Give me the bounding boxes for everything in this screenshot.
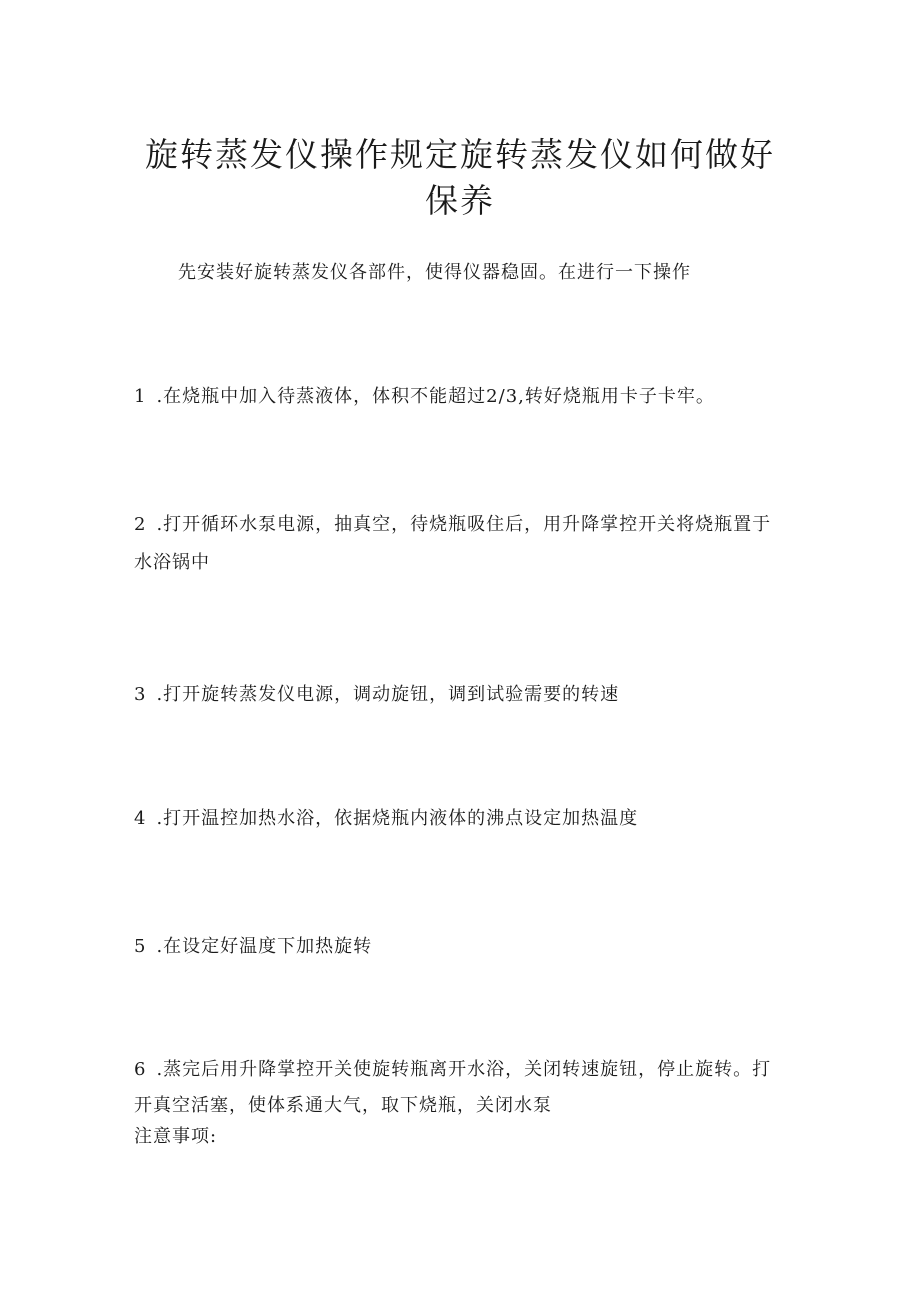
step-item [134, 800, 784, 838]
step-item [134, 378, 784, 416]
step-text: .在设定好温度下加热旋转 [156, 936, 373, 957]
step-item [134, 506, 784, 582]
step-number: 1 [134, 386, 147, 407]
step-number: 4 [134, 808, 147, 829]
step-text: .打开温控加热水浴，依据烧瓶内液体的沸点设定加热温度 [156, 808, 639, 829]
intro-paragraph: 先安装好旋转蒸发仪各部件，使得仪器稳固。在进行一下操作 [178, 262, 691, 283]
step-number: 2 [134, 514, 147, 535]
step-item [134, 928, 784, 966]
document-title: 旋转蒸发仪操作规定旋转蒸发仪如何做好保养 [145, 135, 775, 220]
step-text: .在烧瓶中加入待蒸液体，体积不能超过2/3,转好烧瓶用卡子卡牢。 [156, 386, 715, 407]
step-number: 3 [134, 684, 147, 705]
notes-heading: 注意事项: [134, 1126, 218, 1147]
step-text: .蒸完后用升降掌控开关使旋转瓶离开水浴，关闭转速旋钮，停止旋转。打开真空活塞，使体系通大气，取下烧瓶，关闭水泵 [134, 1059, 772, 1116]
step-text: .打开循环水泵电源，抽真空，待烧瓶吸住后，用升降掌控开关将烧瓶置于水浴锅中 [134, 514, 772, 573]
step-number: 5 [134, 936, 147, 957]
step-item [134, 1052, 784, 1124]
step-item [134, 676, 784, 714]
step-number: 6 [134, 1059, 147, 1080]
step-text: .打开旋转蒸发仪电源，调动旋钮，调到试验需要的转速 [156, 684, 620, 705]
